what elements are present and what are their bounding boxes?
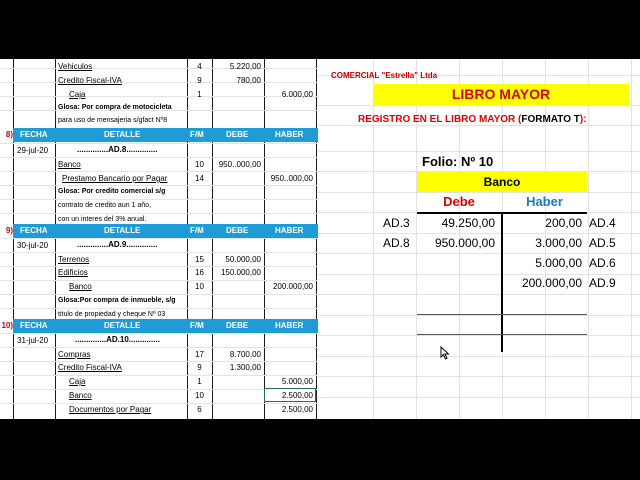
ref-right[interactable]: AD.4 xyxy=(589,216,616,230)
entry-date[interactable]: 29-jul-20 xyxy=(17,146,49,155)
col-haber: HABER xyxy=(275,226,304,235)
t-account-total-line xyxy=(417,314,587,315)
col-detalle: DETALLE xyxy=(104,226,141,235)
account-prestamo[interactable]: Prestamo Bancario por Pagar xyxy=(62,174,168,183)
col-detalle: DETALLE xyxy=(104,130,141,139)
ledger-title: LIBRO MAYOR xyxy=(451,86,551,102)
entry-date[interactable]: 31-jul-20 xyxy=(17,336,49,345)
account-credito-fiscal[interactable]: Credito Fiscal-IVA xyxy=(58,363,122,372)
col-fecha: FECHA xyxy=(20,130,48,139)
col-fm: F/M xyxy=(190,321,204,330)
entry-number: 9) xyxy=(0,224,13,238)
ref-left[interactable]: AD.8 xyxy=(383,236,410,250)
debe-value[interactable]: 49.250,00 xyxy=(441,216,495,230)
folio-label: Folio: Nº 10 xyxy=(422,154,494,169)
haber-cell[interactable]: 2.500,00 xyxy=(281,391,313,400)
account-caja[interactable]: Caja xyxy=(69,90,86,99)
haber-value[interactable]: 200.000,00 xyxy=(521,276,582,290)
t-account-center-line xyxy=(501,212,503,352)
debe-cell[interactable]: 150.000,00 xyxy=(220,268,261,277)
account-banco[interactable]: Banco xyxy=(69,282,92,291)
fm-cell[interactable]: 1 xyxy=(197,90,202,99)
entry-header-row xyxy=(0,128,318,142)
col-haber: HABER xyxy=(275,130,304,139)
account-caja[interactable]: Caja xyxy=(69,377,86,386)
entry-number: 8) xyxy=(0,128,13,142)
haber-value[interactable]: 3.000,00 xyxy=(535,236,582,250)
glosa-line: Glosa: Por compra de motocicleta xyxy=(58,104,172,111)
account-terrenos[interactable]: Terrenos xyxy=(58,255,90,264)
journal-panel xyxy=(0,59,318,419)
account-banco[interactable]: Banco xyxy=(69,391,92,400)
debe-cell[interactable]: 5.220,00 xyxy=(229,62,261,71)
haber-value[interactable]: 200,00 xyxy=(545,216,582,230)
col-debe: DEBE xyxy=(226,321,249,330)
ref-right[interactable]: AD.5 xyxy=(589,236,616,250)
col-fecha: FECHA xyxy=(20,321,48,330)
account-name: Banco xyxy=(483,175,521,189)
col-fecha: FECHA xyxy=(20,226,48,235)
ref-right[interactable]: AD.9 xyxy=(589,276,616,290)
entry-title[interactable]: ..............AD.8.............. xyxy=(77,145,158,154)
entry-title[interactable]: ..............AD.9.............. xyxy=(77,240,158,249)
haber-header: Haber xyxy=(526,194,563,209)
spreadsheet-area xyxy=(0,59,640,419)
haber-cell[interactable]: 6.000,00 xyxy=(281,90,313,99)
debe-cell[interactable]: 1.300,00 xyxy=(229,363,261,372)
haber-cell[interactable]: 5.000,00 xyxy=(281,377,313,386)
account-vehiculos[interactable]: Vehiculos xyxy=(58,62,93,71)
account-edificios[interactable]: Edificios xyxy=(58,268,88,277)
company-name: COMERCIAL "Estrella" Ltda xyxy=(331,71,438,80)
fm-cell[interactable]: 10 xyxy=(195,391,204,400)
ref-left[interactable]: AD.3 xyxy=(383,216,410,230)
glosa-line: Glosa: Por credito comercial s/g xyxy=(58,188,166,195)
entry-header-row xyxy=(0,224,318,238)
entry-number: 10) xyxy=(0,319,13,333)
account-banner xyxy=(417,172,587,192)
col-fm: F/M xyxy=(190,226,204,235)
haber-cell[interactable]: 200.000,00 xyxy=(272,282,313,291)
haber-value[interactable]: 5.000,00 xyxy=(535,256,582,270)
entry-header-row xyxy=(0,319,318,333)
col-debe: DEBE xyxy=(226,130,249,139)
debe-value[interactable]: 950.000,00 xyxy=(434,236,495,250)
fm-cell[interactable]: 9 xyxy=(197,76,202,85)
account-documentos[interactable]: Documentos por Pagar xyxy=(69,405,152,414)
ledger-panel xyxy=(318,59,640,419)
fm-cell[interactable]: 14 xyxy=(195,174,204,183)
account-banco[interactable]: Banco xyxy=(58,160,81,169)
col-detalle: DETALLE xyxy=(104,321,141,330)
fm-cell[interactable]: 15 xyxy=(195,255,204,264)
entry-title[interactable]: ..............AD.10.............. xyxy=(75,335,160,344)
fm-cell[interactable]: 17 xyxy=(195,350,204,359)
fm-cell[interactable]: 4 xyxy=(197,62,202,71)
fm-cell[interactable]: 1 xyxy=(197,377,202,386)
ref-right[interactable]: AD.6 xyxy=(589,256,616,270)
account-compras[interactable]: Compras xyxy=(58,350,91,359)
debe-header: Debe xyxy=(443,194,475,209)
haber-cell[interactable]: 2.500,00 xyxy=(281,405,313,414)
fm-cell[interactable]: 16 xyxy=(195,268,204,277)
debe-cell[interactable]: 8.700,00 xyxy=(229,350,261,359)
glosa-line: para uso de mensajeria s/gfact Nº8 xyxy=(58,117,168,124)
debe-cell[interactable]: 950..000,00 xyxy=(218,160,261,169)
glosa-line: titulo de propiedad y cheque Nº 03 xyxy=(58,311,166,318)
account-credito-fiscal[interactable]: Credito Fiscal-IVA xyxy=(58,76,122,85)
col-fm: F/M xyxy=(190,130,204,139)
col-debe: DEBE xyxy=(226,226,249,235)
mouse-cursor-icon xyxy=(440,346,450,360)
fm-cell[interactable]: 10 xyxy=(195,282,204,291)
t-account-balance-line xyxy=(417,334,587,335)
glosa-line: Glosa:Por compra de inmueble, s/g xyxy=(58,297,176,304)
glosa-line: con un interes del 3% anual. xyxy=(58,216,147,223)
fm-cell[interactable]: 6 xyxy=(197,405,202,414)
entry-date[interactable]: 30-jul-20 xyxy=(17,241,49,250)
debe-cell[interactable]: 50.000,00 xyxy=(225,255,261,264)
glosa-line: contrato de credito aun 1 año, xyxy=(58,202,152,209)
debe-cell[interactable]: 780,00 xyxy=(236,76,261,85)
col-haber: HABER xyxy=(275,321,304,330)
haber-cell[interactable]: 950..000,00 xyxy=(270,174,313,183)
ledger-subtitle: REGISTRO EN EL LIBRO MAYOR (FORMATO T): xyxy=(358,114,587,125)
fm-cell[interactable]: 10 xyxy=(195,160,204,169)
fm-cell[interactable]: 9 xyxy=(197,363,202,372)
title-banner xyxy=(373,84,629,105)
